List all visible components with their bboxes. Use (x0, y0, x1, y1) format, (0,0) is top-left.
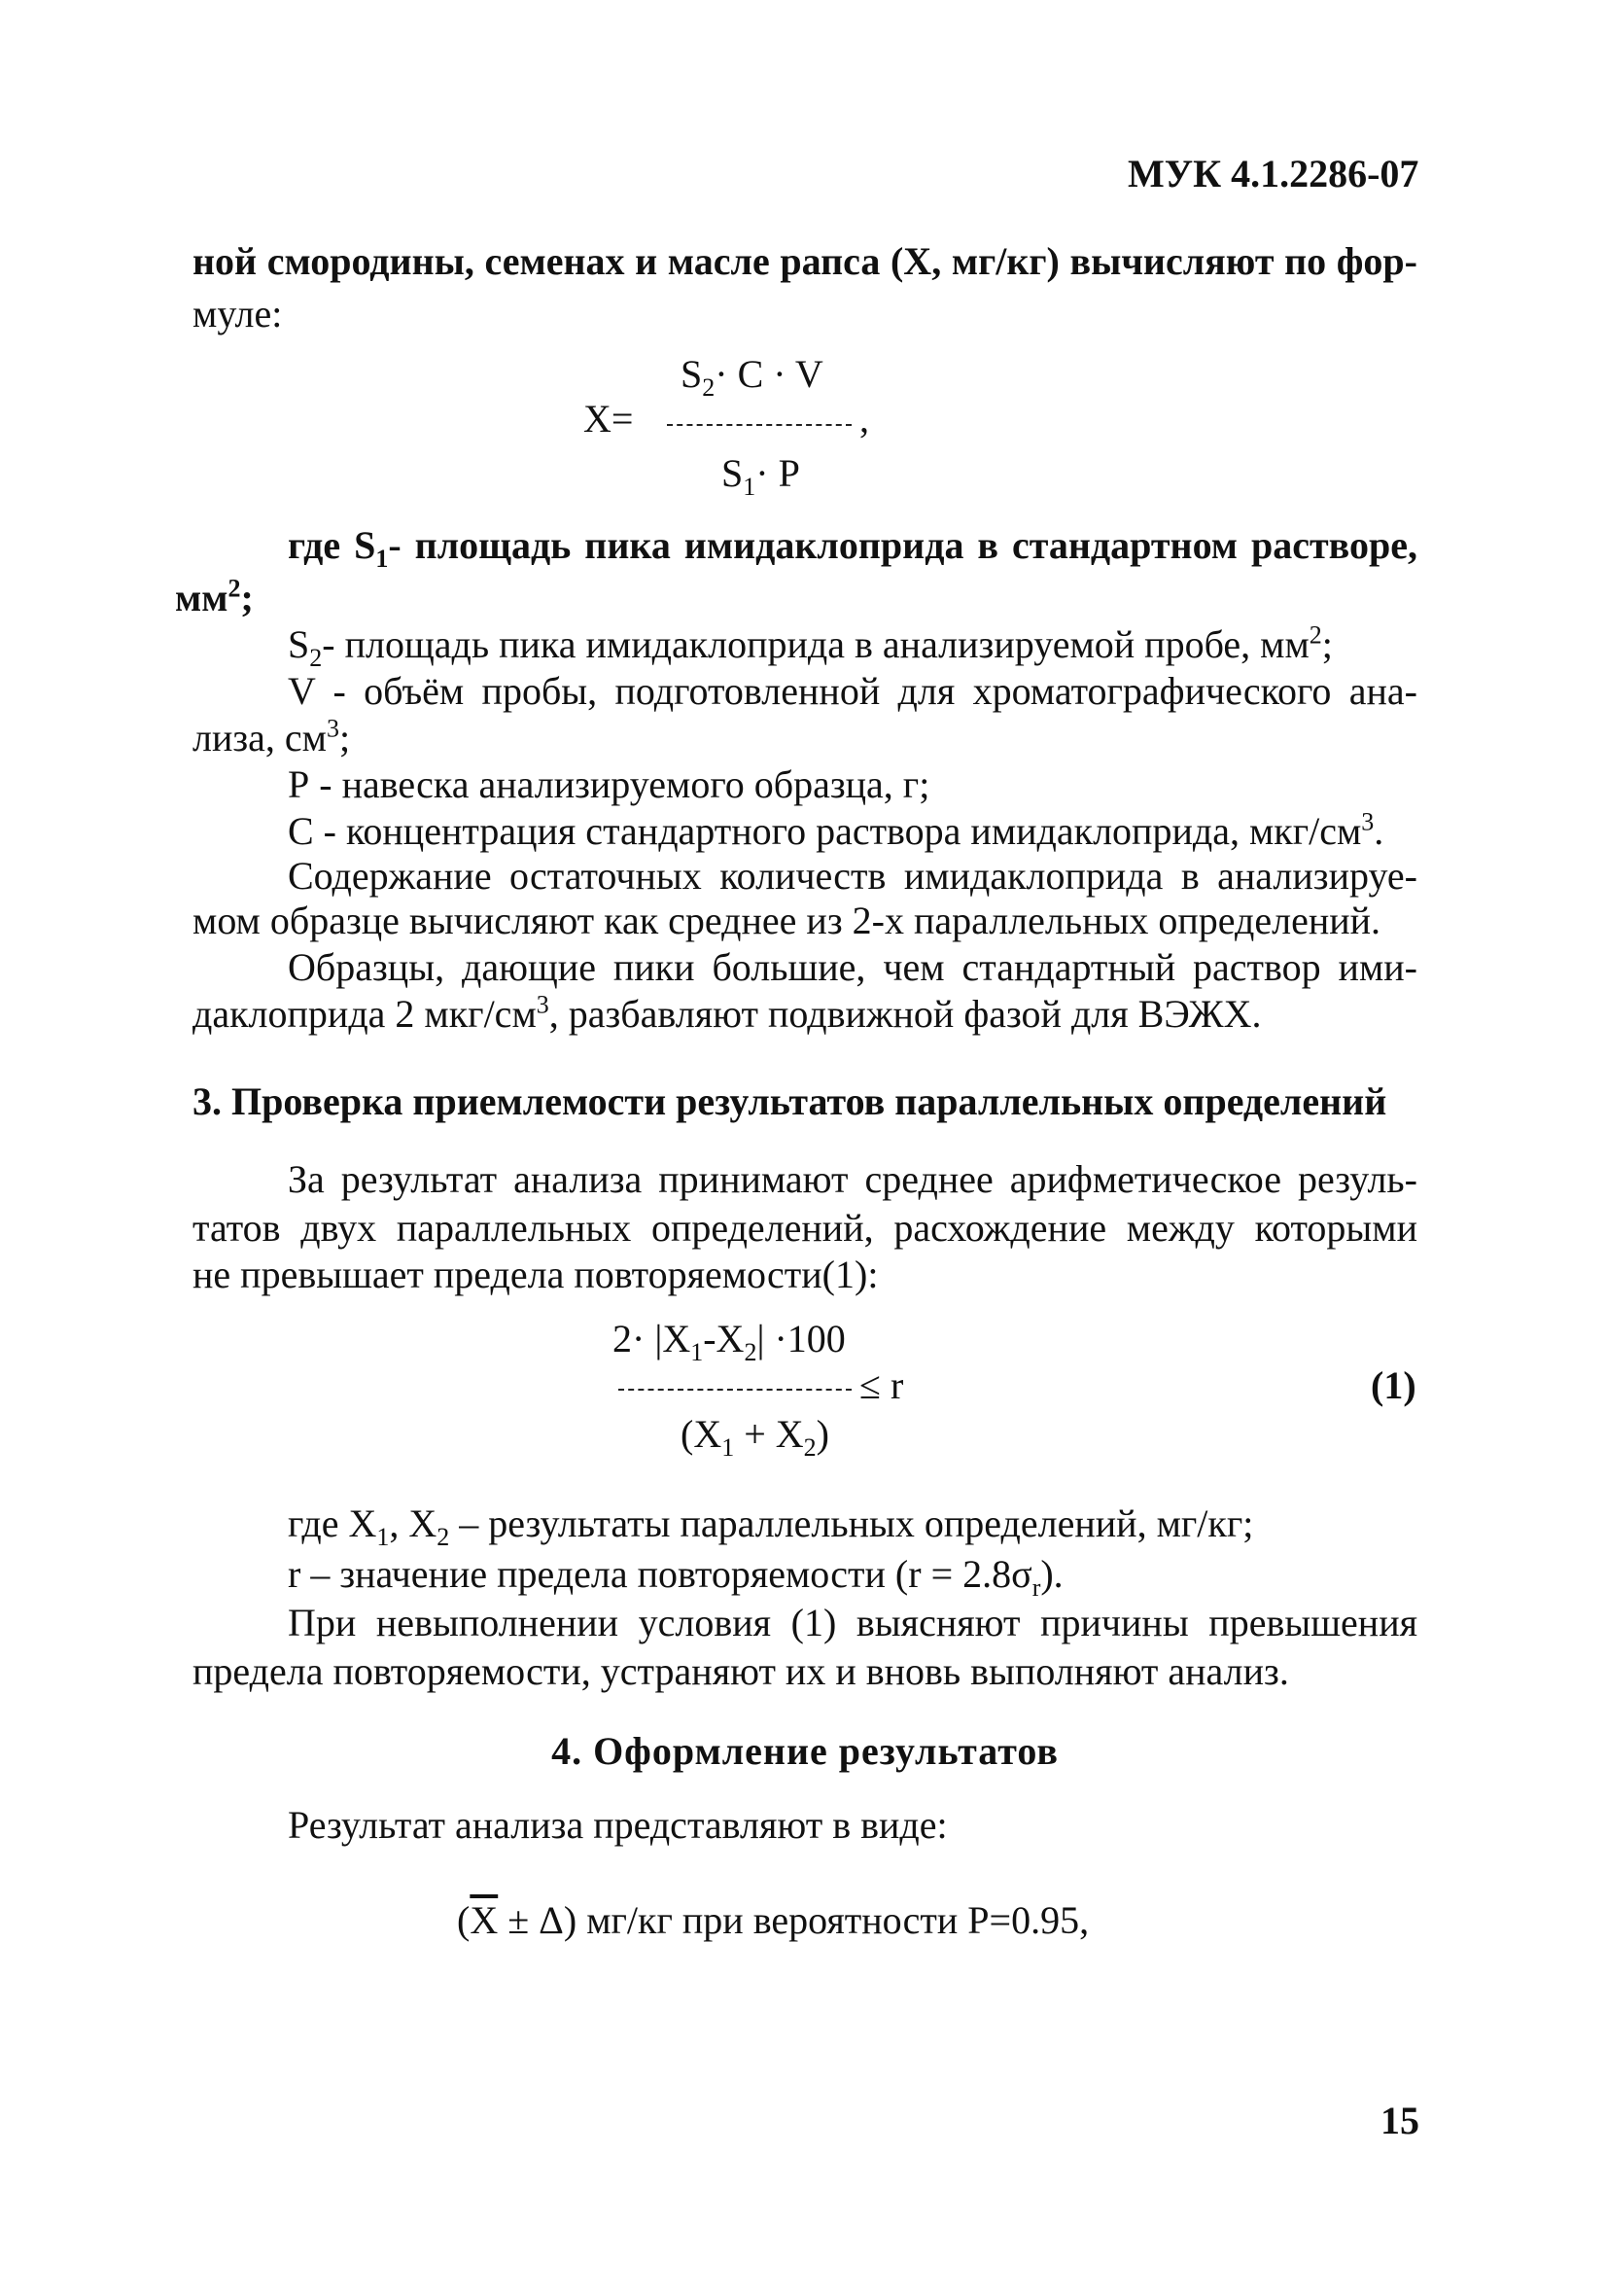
formula-1-r-def: r – значение предела повторяемости $(r = 2.8\sigma_r)$. (288, 1552, 1064, 1602)
where-c-line: С - концентрация стандартного раствора имидаклоприда, мкг/$см^3$. (288, 807, 1384, 853)
where-v-line-2: лиза, $см^3$; (192, 714, 351, 759)
formula-x-lhs: X= (583, 397, 634, 441)
where-s1-unit: $мм^2$; (175, 574, 254, 619)
formula-1-numerator: $2\cdot |X_1-X_2| \cdot 100$ (612, 1317, 846, 1366)
where-v-line-1: V - объём пробы, подготовленной для хроматографического ана- (288, 669, 1417, 713)
where-p-line: Р - навеска анализируемого образца, г; (288, 762, 930, 806)
section-4-heading: 4. Оформление результатов (551, 1729, 1059, 1773)
section-4-line: Результат анализа представляют в виде: (288, 1803, 948, 1847)
formula-1-fraction-line (618, 1389, 852, 1391)
samples-line-1: Образцы, дающие пики большие, чем стандартный раствор ими- (288, 945, 1417, 989)
section-3-line-2: татов двух параллельных определений, расхождение между которыми (192, 1206, 1417, 1250)
formula-1-where: где $X_1$, $X_2$ – результаты параллельных определений, мг/кг; (288, 1501, 1254, 1551)
formula-1-denominator: $(X_1 + X_2)$ (681, 1412, 829, 1462)
section-3-line-3: не превышает предела повторяемости(1): (192, 1253, 879, 1296)
where-s1-line: где $S_1-$ площадь пика имидаклоприда в стандартном растворе, (288, 523, 1418, 573)
failure-line-2: предела повторяемости, устраняют их и вновь выполняют анализ. (192, 1649, 1289, 1693)
samples-line-2: даклоприда 2 мкг/$см^3$, разбавляют подвижной фазой для ВЭЖХ. (192, 990, 1262, 1036)
page-number: 15 (1380, 2099, 1419, 2142)
section-3-heading: 3. Проверка приемлемости результатов параллельных определений (192, 1079, 1387, 1123)
intro-line-1: ной смородины, семенах и масле рапса (Х, мг/кг) вычисляют по фор- (192, 239, 1417, 283)
formula-1-number: (1) (1371, 1363, 1416, 1407)
content-line-2: мом образце вычисляют как среднее из 2-х параллельных определений. (192, 899, 1381, 942)
content-line-1: Содержание остаточных количеств имидаклоприда в анализируе- (288, 854, 1417, 898)
result-expression: $(\overline{X} \pm \Delta)$ мг/кг при вероятности Р=0.95, (457, 1898, 1090, 1942)
section-3-line-1: За результат анализа принимают среднее арифметическое резуль- (288, 1157, 1417, 1201)
formula-x-fraction-line (667, 424, 852, 426)
failure-line-1: При невыполнении условия (1) выясняют причины превышения (288, 1601, 1417, 1644)
intro-line-2: муле: (192, 292, 283, 336)
where-s2-line: $S_2-$ площадь пика имидаклоприда в анализируемой пробе, $мм^2$; (288, 620, 1333, 672)
formula-1-relation: ≤ r (859, 1363, 904, 1407)
formula-x-denominator: $S_1\cdot P$ (721, 451, 800, 501)
formula-x-numerator: $S_2\cdot C \cdot V$ (681, 352, 823, 402)
doc-code: МУК 4.1.2286-07 (1128, 152, 1419, 195)
formula-x-trail: , (859, 397, 869, 441)
